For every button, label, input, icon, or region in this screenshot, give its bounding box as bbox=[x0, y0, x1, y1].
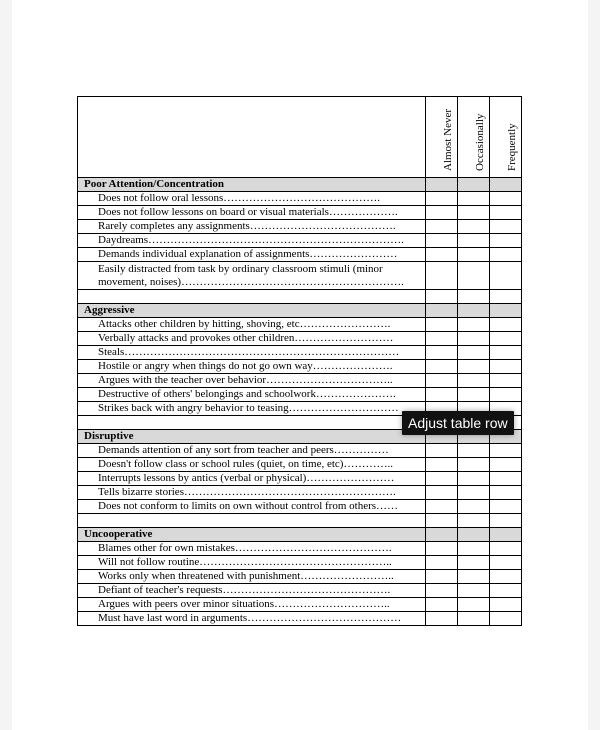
checklist-item-row bbox=[78, 332, 522, 346]
rating-occasionally-box[interactable] bbox=[458, 542, 490, 556]
item-label: Attacks other children by hitting, shoving, etc……………………. bbox=[78, 318, 426, 332]
rating-frequently-box[interactable] bbox=[490, 500, 522, 514]
rating-frequently-box[interactable] bbox=[490, 612, 522, 626]
blank-frequently-box[interactable] bbox=[490, 514, 522, 528]
header-almost-never[interactable] bbox=[426, 97, 458, 178]
item-label: Blames other for own mistakes……………………………………. bbox=[78, 542, 426, 556]
blank-frequently-box[interactable] bbox=[490, 290, 522, 304]
blank-almost-never-box[interactable] bbox=[426, 514, 458, 528]
rating-occasionally-box[interactable] bbox=[458, 612, 490, 626]
item-label: Destructive of others' belongings and schoolwork…………………. bbox=[78, 388, 426, 402]
rating-occasionally-box[interactable] bbox=[458, 458, 490, 472]
column-label: Occasionally bbox=[474, 113, 486, 171]
blank-label-cell bbox=[78, 416, 426, 430]
rating-frequently-box[interactable] bbox=[490, 234, 522, 248]
section-header-box bbox=[458, 528, 490, 542]
checklist-item-row bbox=[78, 192, 522, 206]
rating-frequently-box[interactable] bbox=[490, 556, 522, 570]
section-header-box bbox=[426, 178, 458, 192]
rating-occasionally-box[interactable] bbox=[458, 206, 490, 220]
item-label: Easily distracted from task by ordinary classroom stimuli (minor movement, noises)……………………………………………………. bbox=[78, 262, 426, 290]
item-label: Doesn't follow class or school rules (quiet, on time, etc)………….. bbox=[78, 458, 426, 472]
rating-frequently-box[interactable] bbox=[490, 584, 522, 598]
behavior-checklist-table bbox=[77, 96, 522, 626]
item-label: Must have last word in arguments…………………………………… bbox=[78, 612, 426, 626]
checklist-item-row bbox=[78, 556, 522, 570]
rating-almost-never-box[interactable] bbox=[426, 444, 458, 458]
checklist-item-row bbox=[78, 318, 522, 332]
checklist-item-row bbox=[78, 206, 522, 220]
checklist-item-row bbox=[78, 472, 522, 486]
item-label: Demands attention of any sort from teacher and peers…………… bbox=[78, 444, 426, 458]
checklist-item-row bbox=[78, 458, 522, 472]
section-title: Disruptive bbox=[78, 430, 426, 444]
rating-almost-never-box[interactable] bbox=[426, 458, 458, 472]
rating-occasionally-box[interactable] bbox=[458, 234, 490, 248]
item-label: Steals………………………………………………………………… bbox=[78, 346, 426, 360]
item-label: Does not follow lessons on board or visual materials………………. bbox=[78, 206, 426, 220]
section-header-box bbox=[490, 304, 522, 318]
section-header-row bbox=[78, 528, 522, 542]
rating-frequently-box[interactable] bbox=[490, 374, 522, 388]
rating-frequently-box[interactable] bbox=[490, 220, 522, 234]
rating-almost-never-box[interactable] bbox=[426, 262, 458, 290]
item-label: Does not follow oral lessons……………………………………. bbox=[78, 192, 426, 206]
rating-occasionally-box[interactable] bbox=[458, 332, 490, 346]
rating-frequently-box[interactable] bbox=[490, 570, 522, 584]
rating-frequently-box[interactable] bbox=[490, 444, 522, 458]
rating-occasionally-box[interactable] bbox=[458, 192, 490, 206]
checklist-item-row bbox=[78, 444, 522, 458]
rating-frequently-box[interactable] bbox=[490, 360, 522, 374]
rating-occasionally-box[interactable] bbox=[458, 486, 490, 500]
rating-frequently-box[interactable] bbox=[490, 486, 522, 500]
item-label: Tells bizarre stories…………………………………………………. bbox=[78, 486, 426, 500]
checklist-item-row bbox=[78, 374, 522, 388]
checklist-item-row bbox=[78, 542, 522, 556]
item-label: Interrupts lessons by antics (verbal or physical)…………………… bbox=[78, 472, 426, 486]
rating-occasionally-box[interactable] bbox=[458, 248, 490, 262]
rating-frequently-box[interactable] bbox=[490, 262, 522, 290]
header-occasionally[interactable] bbox=[458, 97, 490, 178]
section-header-row bbox=[78, 304, 522, 318]
rating-almost-never-box[interactable] bbox=[426, 500, 458, 514]
rating-occasionally-box[interactable] bbox=[458, 318, 490, 332]
rating-occasionally-box[interactable] bbox=[458, 262, 490, 290]
checklist-item-row bbox=[78, 598, 522, 612]
rating-frequently-box[interactable] bbox=[490, 542, 522, 556]
checklist-item-row bbox=[78, 360, 522, 374]
rating-almost-never-box[interactable] bbox=[426, 360, 458, 374]
column-label: Frequently bbox=[506, 123, 518, 171]
rating-almost-never-box[interactable] bbox=[426, 332, 458, 346]
rating-occasionally-box[interactable] bbox=[458, 472, 490, 486]
rating-frequently-box[interactable] bbox=[490, 472, 522, 486]
rating-occasionally-box[interactable] bbox=[458, 220, 490, 234]
checklist-item-row bbox=[78, 346, 522, 360]
rating-frequently-box[interactable] bbox=[490, 192, 522, 206]
rating-almost-never-box[interactable] bbox=[426, 486, 458, 500]
item-label: Strikes back with angry behavior to teasing………………………… bbox=[78, 402, 426, 416]
section-title: Aggressive bbox=[78, 304, 426, 318]
section-header-box bbox=[426, 528, 458, 542]
rating-almost-never-box[interactable] bbox=[426, 542, 458, 556]
rating-frequently-box[interactable] bbox=[490, 598, 522, 612]
rating-frequently-box[interactable] bbox=[490, 458, 522, 472]
rating-almost-never-box[interactable] bbox=[426, 206, 458, 220]
rating-occasionally-box[interactable] bbox=[458, 598, 490, 612]
item-label: Hostile or angry when things do not go own way…………………. bbox=[78, 360, 426, 374]
rating-frequently-box[interactable] bbox=[490, 206, 522, 220]
section-header-box bbox=[490, 178, 522, 192]
blank-almost-never-box[interactable] bbox=[426, 290, 458, 304]
rating-almost-never-box[interactable] bbox=[426, 374, 458, 388]
rating-almost-never-box[interactable] bbox=[426, 612, 458, 626]
rating-almost-never-box[interactable] bbox=[426, 598, 458, 612]
header-frequently[interactable] bbox=[490, 97, 522, 178]
checklist-item-row bbox=[78, 486, 522, 500]
section-header-row bbox=[78, 178, 522, 192]
checklist-item-row bbox=[78, 570, 522, 584]
blank-row bbox=[78, 514, 522, 528]
item-label: Demands individual explanation of assignments…………………… bbox=[78, 248, 426, 262]
rating-occasionally-box[interactable] bbox=[458, 360, 490, 374]
rating-occasionally-box[interactable] bbox=[458, 556, 490, 570]
item-label: Does not conform to limits on own without control from others…… bbox=[78, 500, 426, 514]
blank-row bbox=[78, 290, 522, 304]
checklist-item-row bbox=[78, 612, 522, 626]
rating-almost-never-box[interactable] bbox=[426, 584, 458, 598]
rating-occasionally-box[interactable] bbox=[458, 374, 490, 388]
rating-occasionally-box[interactable] bbox=[458, 346, 490, 360]
checklist-item-row bbox=[78, 388, 522, 402]
blank-label-cell bbox=[78, 290, 426, 304]
item-label: Will not follow routine…………………………………………….. bbox=[78, 556, 426, 570]
checklist-item-row bbox=[78, 234, 522, 248]
rating-almost-never-box[interactable] bbox=[426, 318, 458, 332]
header-row bbox=[78, 97, 522, 178]
rating-almost-never-box[interactable] bbox=[426, 234, 458, 248]
checklist-item-row bbox=[78, 248, 522, 262]
adjust-table-row-tooltip: Adjust table row bbox=[402, 411, 514, 435]
rating-almost-never-box[interactable] bbox=[426, 556, 458, 570]
rating-frequently-box[interactable] bbox=[490, 388, 522, 402]
section-header-box bbox=[458, 304, 490, 318]
item-label: Defiant of teacher's requests………………………………………. bbox=[78, 584, 426, 598]
rating-almost-never-box[interactable] bbox=[426, 570, 458, 584]
checklist-item-row bbox=[78, 584, 522, 598]
rating-almost-never-box[interactable] bbox=[426, 248, 458, 262]
item-label: Daydreams……………………………………………………………. bbox=[78, 234, 426, 248]
rating-frequently-box[interactable] bbox=[490, 332, 522, 346]
blank-occasionally-box[interactable] bbox=[458, 290, 490, 304]
rating-frequently-box[interactable] bbox=[490, 346, 522, 360]
header-blank-cell[interactable] bbox=[78, 97, 426, 178]
rating-almost-never-box[interactable] bbox=[426, 346, 458, 360]
section-header-box bbox=[490, 528, 522, 542]
item-label: Rarely completes any assignments…………………………………. bbox=[78, 220, 426, 234]
item-label: Argues with the teacher over behavior…………………………….. bbox=[78, 374, 426, 388]
item-label: Argues with peers over minor situations………………………….. bbox=[78, 598, 426, 612]
blank-occasionally-box[interactable] bbox=[458, 514, 490, 528]
rating-almost-never-box[interactable] bbox=[426, 472, 458, 486]
column-label: Almost Never bbox=[442, 108, 454, 171]
section-title: Poor Attention/Concentration bbox=[78, 178, 426, 192]
item-label: Verbally attacks and provokes other children……………………… bbox=[78, 332, 426, 346]
rating-frequently-box[interactable] bbox=[490, 318, 522, 332]
checklist-item-row bbox=[78, 220, 522, 234]
checklist-item-row bbox=[78, 262, 522, 290]
blank-label-cell bbox=[78, 514, 426, 528]
rating-occasionally-box[interactable] bbox=[458, 570, 490, 584]
rating-occasionally-box[interactable] bbox=[458, 584, 490, 598]
section-title: Uncooperative bbox=[78, 528, 426, 542]
rating-almost-never-box[interactable] bbox=[426, 220, 458, 234]
section-header-box bbox=[458, 178, 490, 192]
section-header-box bbox=[426, 304, 458, 318]
checklist-item-row bbox=[78, 500, 522, 514]
rating-occasionally-box[interactable] bbox=[458, 444, 490, 458]
item-label: Works only when threatened with punishment…………………….. bbox=[78, 570, 426, 584]
rating-almost-never-box[interactable] bbox=[426, 388, 458, 402]
rating-almost-never-box[interactable] bbox=[426, 192, 458, 206]
rating-frequently-box[interactable] bbox=[490, 248, 522, 262]
rating-occasionally-box[interactable] bbox=[458, 388, 490, 402]
rating-occasionally-box[interactable] bbox=[458, 500, 490, 514]
